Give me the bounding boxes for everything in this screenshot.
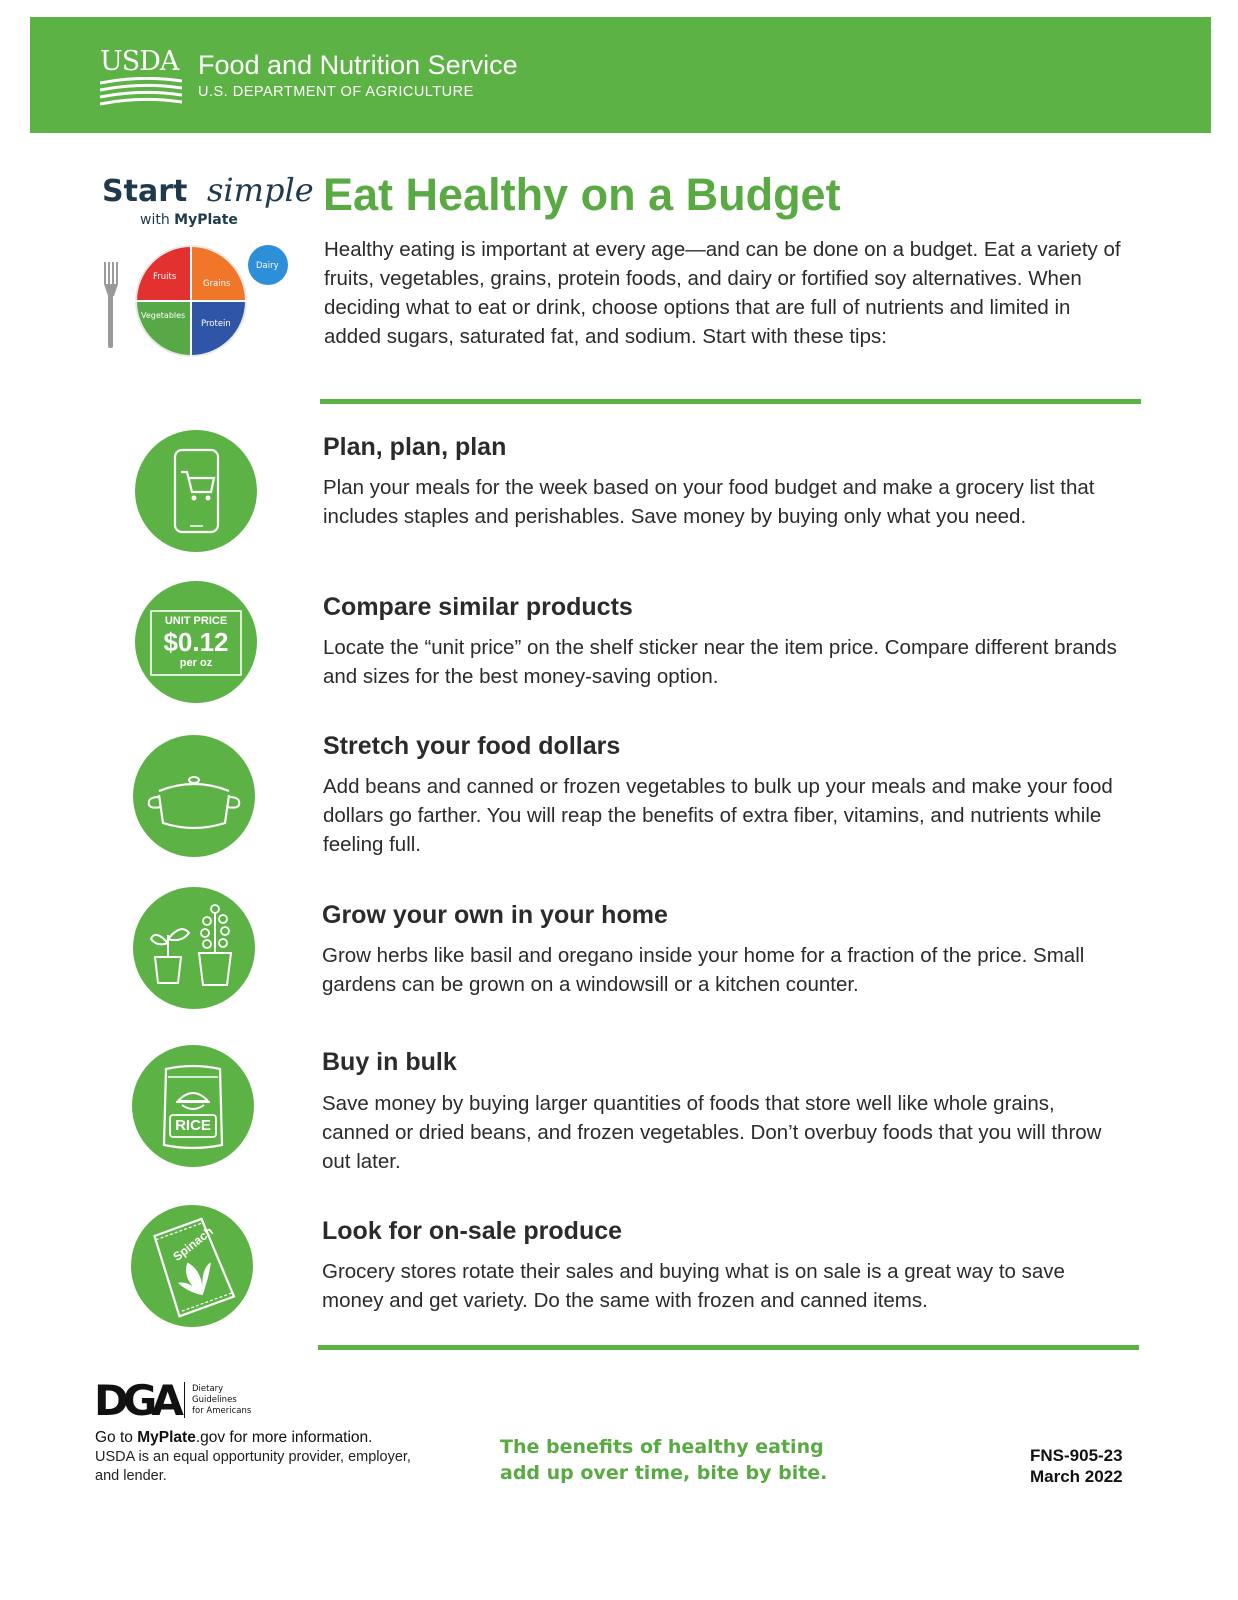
tip-heading: Buy in bulk <box>322 1048 457 1076</box>
simple-text: simple <box>207 171 314 209</box>
tip-body: Grow herbs like basil and oregano inside your home for a fraction of the price. Small gardens can be grown on a windowsill or a kitchen counter. <box>322 944 1085 996</box>
fork-icon <box>104 262 118 348</box>
equal-opportunity-text: USDA is an equal opportunity provider, employer, and lender. <box>95 1449 411 1484</box>
agency-name: Food and Nutrition Service <box>198 50 518 80</box>
unit-price-badge <box>151 614 241 670</box>
unit-price-label: UNIT PRICE <box>164 615 228 627</box>
tip-body: Locate the “unit price” on the shelf sticker near the item price. Compare different brands and sizes for the best money-saving option. <box>323 636 1117 688</box>
vegetables-label: Vegetables <box>141 311 186 320</box>
top-divider <box>320 399 1141 404</box>
fruits-label: Fruits <box>153 272 177 282</box>
department-name: U.S. DEPARTMENT OF AGRICULTURE <box>198 84 474 100</box>
tip-heading: Stretch your food dollars <box>323 732 621 760</box>
with-word: with <box>140 212 170 228</box>
vegetables-segment <box>137 301 191 355</box>
tip-heading: Grow your own in your home <box>322 901 668 929</box>
potted-plants-icon <box>133 887 255 1009</box>
tagline <box>500 1434 827 1486</box>
agency-block <box>198 49 518 103</box>
footer-info <box>95 1428 415 1486</box>
intro-paragraph: Healthy eating is important at every age—and can be done on a budget. Eat a variety of fruits, vegetables, grains, protein foods, and dairy or fortified soy alternatives. When deciding what to eat or drink, choose options that are full of nutrients and limited in added sugars, saturated fat, and sodium. Start with these tips: <box>324 238 1121 348</box>
tip-heading: Plan, plan, plan <box>323 433 507 461</box>
tagline-line-1: The benefits of healthy eating <box>500 1436 824 1458</box>
myplate-link-line <box>95 1428 415 1448</box>
myplate-link[interactable]: MyPlate <box>137 1429 196 1446</box>
tip-body: Save money by buying larger quantities of foods that store well like whole grains, canned or dried beans, and frozen vegetables. Don’t overbuy foods that you will throw out later. <box>322 1092 1102 1173</box>
tip-heading: Look for on-sale produce <box>322 1217 623 1245</box>
myplate-brand: MyPlate <box>174 212 238 228</box>
grains-label: Grains <box>203 279 231 289</box>
dga-line-1: Dietary <box>192 1384 224 1394</box>
publication-date: March 2022 <box>1030 1467 1123 1486</box>
usda-swoosh-icon <box>100 77 182 109</box>
plate-graphic <box>100 174 300 364</box>
tip-body: Plan your meals for the week based on your food budget and make a grocery list that includes staples and perishables. Save money by buying only what you need. <box>323 476 1095 528</box>
spinach-bag-icon <box>131 1205 253 1327</box>
spinach-label: Spinach <box>170 1224 216 1264</box>
header-banner <box>30 17 1211 133</box>
grains-segment <box>191 247 245 301</box>
unit-price-icon <box>135 581 257 703</box>
phone-cart-icon <box>135 430 257 552</box>
dga-description <box>192 1384 262 1417</box>
rice-label: RICE <box>175 1117 211 1134</box>
protein-label: Protein <box>201 319 231 329</box>
tip-body: Grocery stores rotate their sales and buying what is on sale is a great way to save money and get variety. Do the same with frozen and canned items. <box>322 1260 1065 1312</box>
tip-body: Add beans and canned or frozen vegetables to bulk up your meals and make your food dollars go farther. You will reap the benefits of extra fiber, vitamins, and nutrients while feeling full. <box>323 775 1113 856</box>
start-text: Start <box>102 174 188 209</box>
unit-price-unit: per oz <box>179 657 213 669</box>
dga-separator <box>184 1382 185 1418</box>
usda-wordmark: USDA <box>100 46 179 77</box>
usda-logo <box>100 47 182 109</box>
site-suffix: .gov for more information. <box>195 1429 373 1446</box>
page-title: Eat Healthy on a Budget <box>323 169 841 220</box>
dga-line-3: for Americans <box>192 1406 252 1416</box>
pot-icon <box>133 735 255 857</box>
publication-number: FNS-905-23 <box>1030 1446 1123 1465</box>
dga-mark: DGA <box>94 1376 178 1425</box>
tip-heading: Compare similar products <box>323 593 633 621</box>
bottom-divider <box>318 1345 1139 1350</box>
dga-line-2: Guidelines <box>192 1395 237 1405</box>
tagline-line-2: add up over time, bite by bite. <box>500 1462 828 1484</box>
rice-bag-icon <box>132 1045 254 1167</box>
unit-price-value: $0.12 <box>163 627 229 657</box>
myplate-logo <box>100 171 314 364</box>
go-to-text: Go to <box>95 1429 133 1446</box>
publication-code <box>1030 1445 1123 1487</box>
dairy-label: Dairy <box>256 261 279 271</box>
